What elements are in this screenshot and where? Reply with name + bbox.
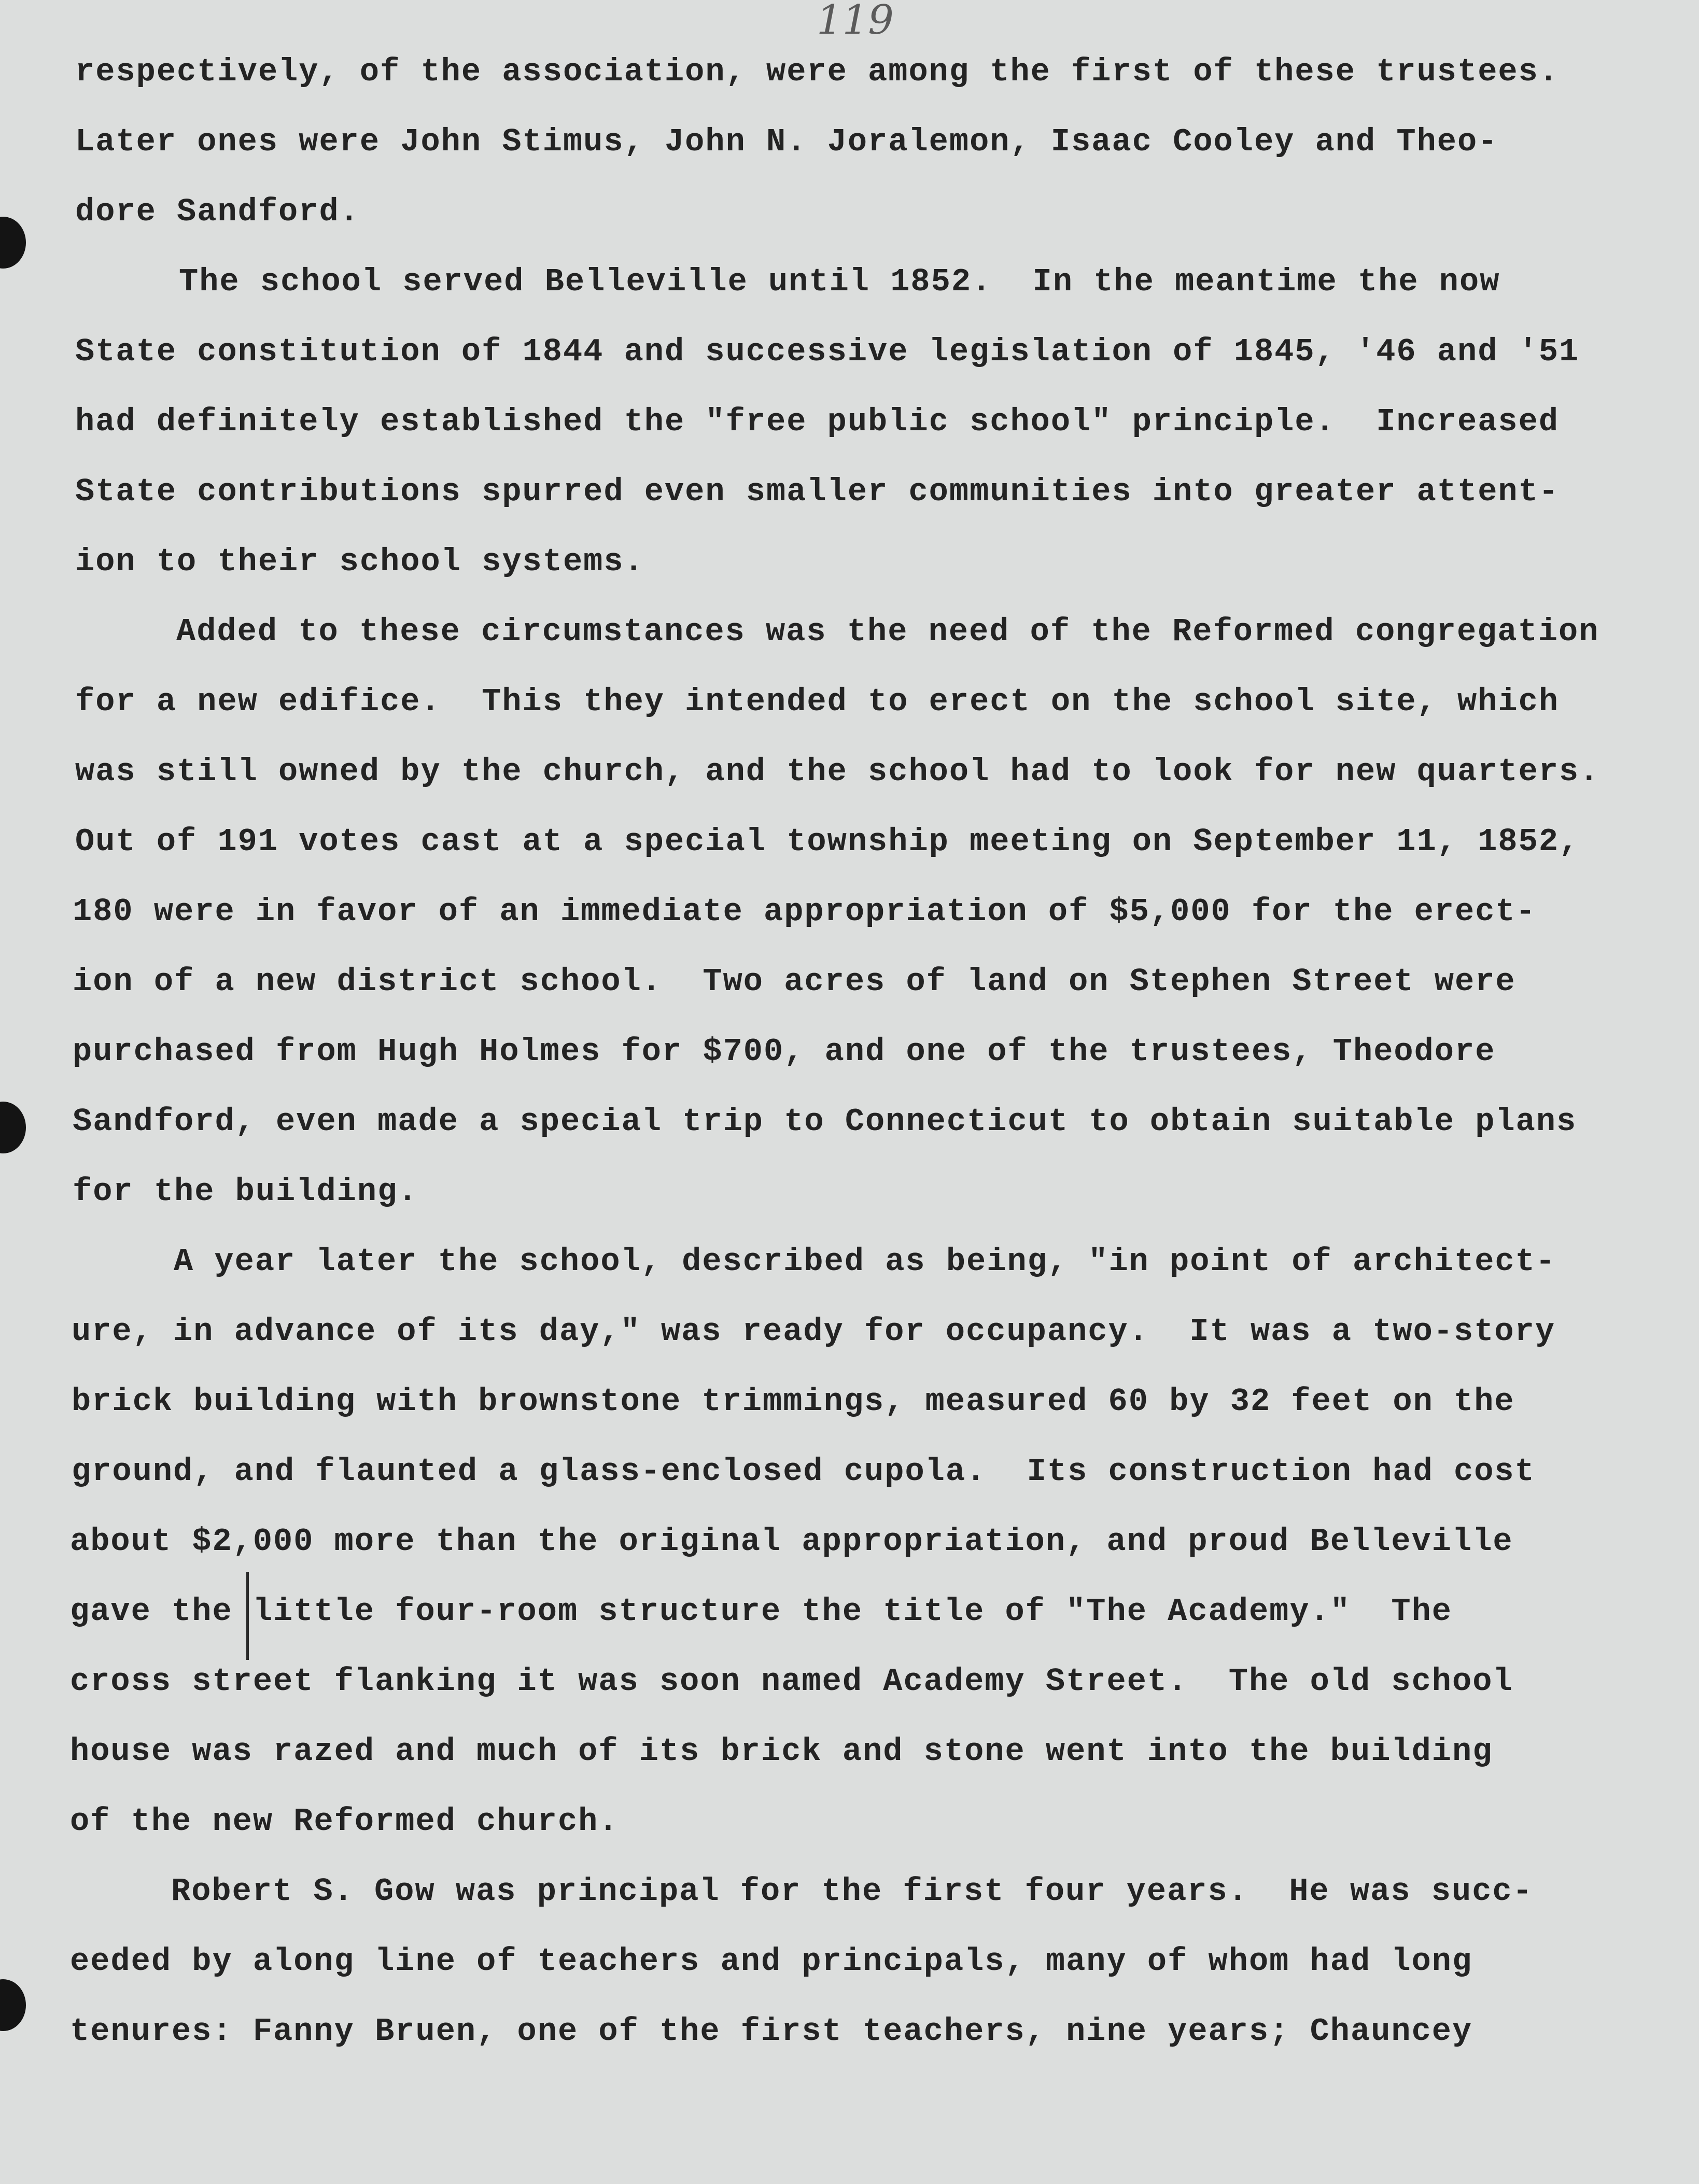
text-line: eeded by along line of teachers and principals, many of whom had long: [70, 1943, 1473, 1980]
text-line: ground, and flaunted a glass-enclosed cupola. Its construction had cost: [72, 1453, 1535, 1490]
text-line: brick building with brownstone trimmings, measured 60 by 32 feet on the: [72, 1383, 1515, 1420]
text-line: was still owned by the church, and the school had to look for new quarters.: [75, 753, 1600, 790]
text-line: about $2,000 more than the original appropriation, and proud Belleville: [70, 1523, 1513, 1560]
text-line: ure, in advance of its day," was ready for occupancy. It was a two-story: [72, 1313, 1556, 1350]
text-line: A year later the school, described as being, "in point of architect-: [174, 1243, 1556, 1280]
punch-hole-middle: [0, 1102, 26, 1153]
text-line: gave the little four-room structure the title of "The Academy." The: [70, 1593, 1453, 1630]
text-line: Robert S. Gow was principal for the first four years. He was succ-: [171, 1873, 1533, 1910]
punch-hole-top: [0, 217, 26, 269]
text-line: had definitely established the "free public school" principle. Increased: [75, 403, 1560, 440]
text-line: State constitution of 1844 and successive legislation of 1845, '46 and '51: [75, 333, 1580, 370]
punch-hole-bottom: [0, 1979, 26, 2031]
text-line: for a new edifice. This they intended to erect on the school site, which: [75, 683, 1560, 720]
text-line: purchased from Hugh Holmes for $700, and one of the trustees, Theodore: [73, 1033, 1496, 1070]
text-line: Added to these circumstances was the need of the Reformed congregation: [176, 613, 1599, 650]
page-number: 119: [817, 0, 894, 44]
text-line: Sandford, even made a special trip to Connecticut to obtain suitable plans: [73, 1103, 1577, 1140]
text-line: Later ones were John Stimus, John N. Joralemon, Isaac Cooley and Theo-: [75, 123, 1498, 160]
text-line: The school served Belleville until 1852. In the meantime the now: [179, 263, 1500, 300]
text-line: for the building.: [73, 1173, 418, 1210]
text-line: of the new Reformed church.: [70, 1803, 619, 1840]
text-line: Out of 191 votes cast at a special township meeting on September 11, 1852,: [75, 823, 1580, 860]
text-line: respectively, of the association, were among the first of these trustees.: [75, 53, 1560, 90]
text-line: house was razed and much of its brick and stone went into the building: [70, 1733, 1493, 1770]
text-line: tenures: Fanny Bruen, one of the first teachers, nine years; Chauncey: [70, 2013, 1473, 2050]
text-line: State contributions spurred even smaller communities into greater attent-: [75, 473, 1560, 510]
text-line: ion of a new district school. Two acres of land on Stephen Street were: [73, 963, 1516, 1000]
text-line: 180 were in favor of an immediate appropriation of $5,000 for the erect-: [73, 893, 1536, 930]
text-line: ion to their school systems.: [75, 543, 644, 580]
text-line: cross street flanking it was soon named Academy Street. The old school: [70, 1663, 1513, 1700]
text-line: dore Sandford.: [75, 193, 360, 230]
